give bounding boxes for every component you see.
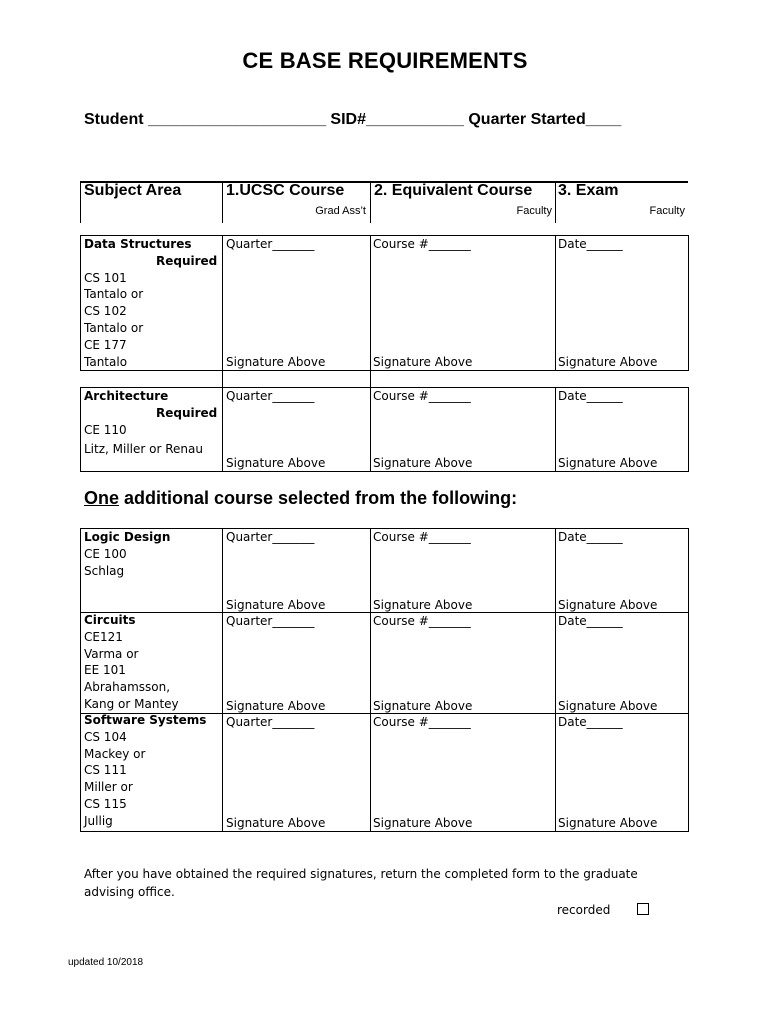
course-number-field[interactable]: Course #_______ — [373, 715, 471, 729]
signature-line[interactable]: Signature Above — [226, 699, 326, 713]
quarter-started-blank[interactable]: ____ — [585, 111, 622, 128]
course-line: Tantalo — [84, 354, 128, 369]
subject-name: Architecture — [84, 389, 169, 403]
col-subject-area: Subject Area — [84, 182, 182, 199]
recorded-label: recorded — [557, 903, 611, 917]
student-info-line — [84, 111, 621, 129]
course-line: Jullig — [84, 813, 113, 828]
cell-divider — [222, 528, 223, 832]
cell-divider — [555, 235, 556, 371]
col-equivalent-course: 2. Equivalent Course — [374, 182, 533, 199]
course-line: CE121 — [84, 629, 123, 644]
subject-data-structures — [84, 236, 217, 370]
col-equiv-sub: Faculty — [516, 205, 552, 217]
course-line: EE 101 — [84, 663, 126, 678]
course-line: Tantalo or — [84, 287, 144, 302]
sid-label: SID# — [330, 111, 366, 128]
subject-name: Software Systems — [84, 713, 207, 727]
quarter-started-label: Quarter Started — [468, 111, 586, 128]
signature-line[interactable]: Signature Above — [373, 456, 473, 470]
quarter-field[interactable]: Quarter_______ — [226, 715, 315, 729]
col-exam: 3. Exam — [558, 182, 619, 199]
cell-divider — [555, 528, 556, 832]
date-field[interactable]: Date______ — [558, 530, 623, 544]
heading-rest: additional course selected from the following: — [119, 488, 518, 508]
course-line: Abrahamsson, — [84, 680, 171, 695]
date-field[interactable]: Date______ — [558, 237, 623, 251]
header-divider — [222, 183, 223, 223]
quarter-field[interactable]: Quarter_______ — [226, 614, 315, 628]
course-line: CS 104 — [84, 729, 127, 744]
course-line: Litz, Miller or Renau — [84, 442, 203, 457]
signature-line[interactable]: Signature Above — [373, 699, 473, 713]
course-line: CE 100 — [84, 546, 127, 561]
elective-section-heading — [84, 488, 517, 509]
course-line: CE 177 — [84, 337, 127, 352]
subject-architecture — [84, 388, 217, 458]
header-divider — [370, 183, 371, 223]
signature-line[interactable]: Signature Above — [558, 699, 658, 713]
subject-circuits — [84, 612, 179, 713]
cell-divider — [222, 235, 223, 371]
signature-line[interactable]: Signature Above — [226, 598, 326, 612]
cell-divider — [370, 235, 371, 387]
header-divider — [555, 183, 556, 223]
course-line: CS 102 — [84, 304, 127, 319]
course-line: Varma or — [84, 646, 139, 661]
updated-date: updated 10/2018 — [68, 957, 144, 968]
signature-line[interactable]: Signature Above — [226, 456, 326, 470]
page-title: CE BASE REQUIREMENTS — [242, 48, 528, 73]
course-line: Kang or Mantey — [84, 696, 179, 711]
cell-divider — [222, 387, 223, 472]
col-ucsc-sub: Grad Ass’t — [315, 205, 366, 217]
cell-divider — [370, 387, 371, 472]
course-line: Tantalo or — [84, 320, 144, 335]
date-field[interactable]: Date______ — [558, 715, 623, 729]
instruction-note: After you have obtained the required signatures, return the completed form to the graduate advising office. — [84, 867, 638, 899]
quarter-field[interactable]: Quarter_______ — [226, 530, 315, 544]
signature-line[interactable]: Signature Above — [558, 598, 658, 612]
cell-divider — [370, 528, 371, 832]
course-line: CS 101 — [84, 270, 127, 285]
course-number-field[interactable]: Course #_______ — [373, 614, 471, 628]
signature-line[interactable]: Signature Above — [558, 355, 658, 369]
signature-line[interactable]: Signature Above — [558, 816, 658, 830]
quarter-field[interactable]: Quarter_______ — [226, 389, 315, 403]
col-ucsc-course: 1.UCSC Course — [226, 182, 345, 199]
recorded-checkbox[interactable] — [637, 903, 649, 915]
course-line: Miller or — [84, 780, 133, 795]
course-number-field[interactable]: Course #_______ — [373, 237, 471, 251]
sid-blank[interactable]: ___________ — [366, 111, 464, 128]
cell-divider — [555, 387, 556, 472]
course-number-field[interactable]: Course #_______ — [373, 389, 471, 403]
subject-software-systems — [84, 712, 206, 830]
signature-line[interactable]: Signature Above — [558, 456, 658, 470]
signature-line[interactable]: Signature Above — [373, 355, 473, 369]
date-field[interactable]: Date______ — [558, 389, 623, 403]
course-line: Mackey or — [84, 746, 146, 761]
date-field[interactable]: Date______ — [558, 614, 623, 628]
student-label: Student — [84, 111, 144, 128]
signature-line[interactable]: Signature Above — [226, 816, 326, 830]
col-exam-sub: Faculty — [649, 205, 685, 217]
student-blank[interactable]: ____________________ — [148, 111, 326, 128]
course-line: CS 111 — [84, 763, 127, 778]
subject-logic-design — [84, 529, 170, 579]
signature-line[interactable]: Signature Above — [226, 355, 326, 369]
header-divider — [80, 183, 81, 223]
course-line: CE 110 — [84, 422, 127, 437]
required-label: Required — [156, 405, 218, 420]
course-line: Schlag — [84, 563, 125, 578]
signature-line[interactable]: Signature Above — [373, 816, 473, 830]
signature-line[interactable]: Signature Above — [373, 598, 473, 612]
subject-name: Logic Design — [84, 530, 171, 544]
subject-name: Data Structures — [84, 237, 192, 251]
course-number-field[interactable]: Course #_______ — [373, 530, 471, 544]
required-label: Required — [156, 253, 218, 268]
cell-divider — [222, 371, 223, 387]
course-line: CS 115 — [84, 796, 127, 811]
subject-name: Circuits — [84, 613, 136, 627]
quarter-field[interactable]: Quarter_______ — [226, 237, 315, 251]
heading-emphasis: One — [84, 488, 120, 508]
